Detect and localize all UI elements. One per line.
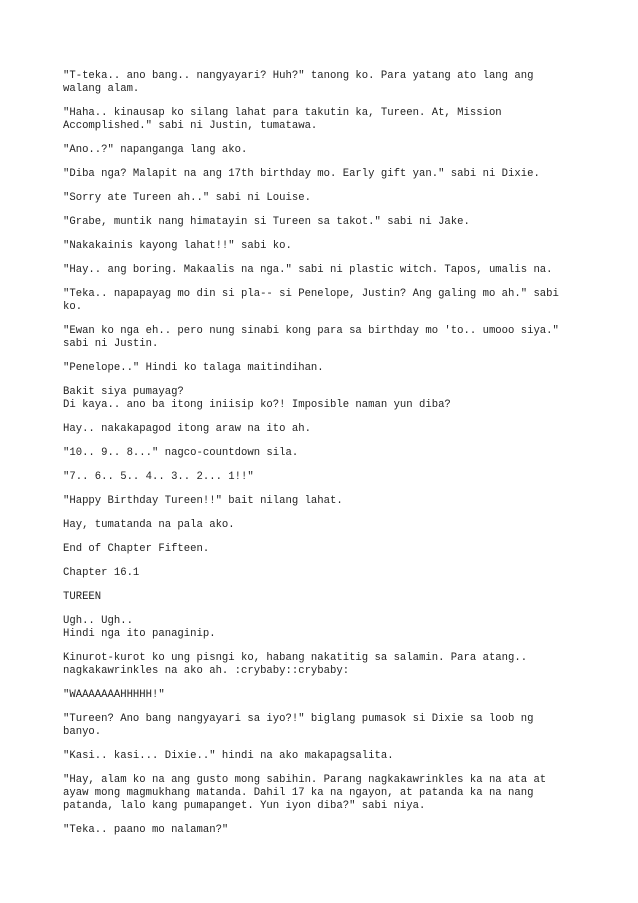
chapter-heading: Chapter 16.1 — [63, 567, 140, 579]
paragraph: Bakit siya pumayag? Di kaya.. ano ba itong iniisip ko?! Imposible naman yun diba? — [63, 386, 451, 411]
pov-heading: TUREEN — [63, 591, 102, 603]
paragraph: "Sorry ate Tureen ah.." sabi ni Louise. — [63, 192, 311, 204]
paragraph: "Diba nga? Malapit na ang 17th birthday mo. Early gift yan." sabi ni Dixie. — [63, 168, 540, 180]
paragraph: Hay.. nakakapagod itong araw na ito ah. — [63, 423, 311, 435]
paragraph: "10.. 9.. 8..." nagco-countdown sila. — [63, 447, 299, 459]
paragraph: "Tureen? Ano bang nangyayari sa iyo?!" biglang pumasok si Dixie sa loob ng banyo. — [63, 713, 534, 738]
paragraph: "Nakakainis kayong lahat!!" sabi ko. — [63, 240, 292, 252]
paragraph: "Happy Birthday Tureen!!" bait nilang lahat. — [63, 495, 343, 507]
paragraph: "Teka.. napapayag mo din si pla-- si Penelope, Justin? Ang galing mo ah." sabi ko. — [63, 288, 559, 313]
paragraph: "Teka.. paano mo nalaman?" — [63, 824, 229, 836]
paragraph: "Penelope.." Hindi ko talaga maitindihan. — [63, 362, 324, 374]
paragraph: "T-teka.. ano bang.. nangyayari? Huh?" tanong ko. Para yatang ato lang ang walang alam. — [63, 70, 534, 95]
paragraph: "7.. 6.. 5.. 4.. 3.. 2... 1!!" — [63, 471, 254, 483]
paragraph: Ugh.. Ugh.. Hindi nga ito panaginip. — [63, 615, 216, 640]
paragraph: "Kasi.. kasi... Dixie.." hindi na ako makapagsalita. — [63, 750, 394, 762]
paragraph: "Grabe, muntik nang himatayin si Tureen sa takot." sabi ni Jake. — [63, 216, 470, 228]
paragraph: "Ewan ko nga eh.. pero nung sinabi kong para sa birthday mo 'to.. umooo siya." sabi ni Justin. — [63, 325, 559, 350]
chapter-end: End of Chapter Fifteen. — [63, 543, 210, 555]
paragraph: "Hay, alam ko na ang gusto mong sabihin. Parang nagkakawrinkles ka na ata at ayaw mong magmukhang matanda. Dahil 17 ka na ngayon, at patanda ka na nang patanda, lalo kang pumapanget. Yun iyon diba?" sabi niya. — [63, 774, 547, 812]
document-page — [63, 70, 583, 848]
paragraph: "Haha.. kinausap ko silang lahat para takutin ka, Tureen. At, Mission Accomplished." sabi ni Justin, tumatawa. — [63, 107, 502, 132]
paragraph: Kinurot-kurot ko ung pisngi ko, habang nakatitig sa salamin. Para atang.. nagkakawrinkles na ako ah. :crybaby::crybaby: — [63, 652, 528, 677]
paragraph: "WAAAAAAAHHHHH!" — [63, 689, 165, 701]
paragraph: "Hay.. ang boring. Makaalis na nga." sabi ni plastic witch. Tapos, umalis na. — [63, 264, 553, 276]
paragraph: Hay, tumatanda na pala ako. — [63, 519, 235, 531]
paragraph: "Ano..?" napanganga lang ako. — [63, 144, 248, 156]
